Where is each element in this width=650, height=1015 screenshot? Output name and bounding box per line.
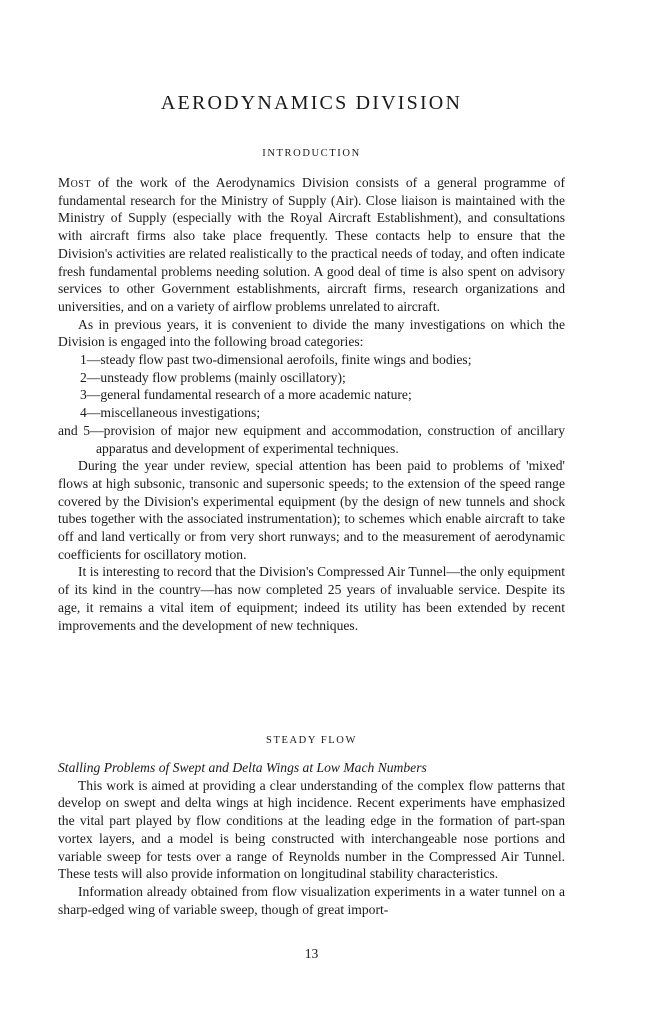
section-heading-steady-flow: STEADY FLOW <box>266 735 357 746</box>
document-page <box>58 0 565 1015</box>
intro-paragraph-4: It is interesting to record that the Division's Compressed Air Tunnel—the only equipment of its kind in the country—has now completed 25 years of invaluable service. Despite its age, it remains a vital item of equipment; indeed its utility has been extended by recent improvements and the development of new techniques. <box>58 564 565 633</box>
section-heading-introduction: INTRODUCTION <box>262 148 361 159</box>
subsection-title: Stalling Problems of Swept and Delta Wings at Low Mach Numbers <box>58 760 427 775</box>
intro-paragraph-3: During the year under review, special attention has been paid to problems of 'mixed' flows at high subsonic, transonic and supersonic speeds; to the extension of the speed range covered by the Division's experimental equipment (by the design of new tunnels and shock tubes together with the associated instrumentation); to schemes which enable aircraft to take off and land vertically or from very short runways; and to the measurement of aerodynamic coefficients for oscillatory motion. <box>58 458 565 562</box>
category-item-2: 2—unsteady flow problems (mainly oscillatory); <box>80 369 346 385</box>
intro-paragraph-1-text: of the work of the Aerodynamics Division consists of a general programme of fundamental research for the Ministry of Supply (Air). Close liaison is maintained with the Ministry of Supply (especially with the Royal Aircraft Establishment), and consultations with aircraft firms also take place frequently. These contacts help to ensure that the Division's activities are related realistically to the practical needs of today, and often indicate fresh fundamental problems needing solution. A good deal of time is also spent on advisory services to other Government establishments, aircraft firms, research organizations and universities, and on a variety of airflow problems unrelated to aircraft. <box>58 175 565 314</box>
introduction-body <box>58 174 565 634</box>
category-item-5: and 5—provision of major new equipment and accommodation, construction of ancillary apparatus and development of experimental techniques. <box>58 422 565 456</box>
category-item-4: 4—miscellaneous investigations; <box>80 405 261 421</box>
steady-paragraph-1: This work is aimed at providing a clear understanding of the complex flow patterns that develop on swept and delta wings at high incidence. Recent experiments have emphasized the vital part played by flow conditions at the leading edge in the formation of part-span vortex layers, and a model is being constructed with interchangeable nose portions and variable sweep for tests over a range of Reynolds number in the Compressed Air Tunnel. These tests will also provide information on longitudinal stability characteristics. <box>58 777 565 882</box>
intro-paragraph-1 <box>58 174 565 316</box>
steady-flow-body <box>58 759 565 918</box>
page-title: AERODYNAMICS DIVISION <box>160 92 463 114</box>
intro-paragraph-2: As in previous years, it is convenient to divide the many investigations on which the Division is engaged into the following broad categories: <box>58 316 565 350</box>
steady-paragraph-2: Information already obtained from flow visualization experiments in a water tunnel on a sharp-edged wing of variable sweep, though of great import- <box>58 883 565 917</box>
intro-lead-word: Most <box>58 175 91 190</box>
category-item-3: 3—general fundamental research of a more academic nature; <box>80 387 412 403</box>
page-number: 13 <box>304 946 319 961</box>
category-item-1: 1—steady flow past two-dimensional aerofoils, finite wings and bodies; <box>80 352 472 368</box>
